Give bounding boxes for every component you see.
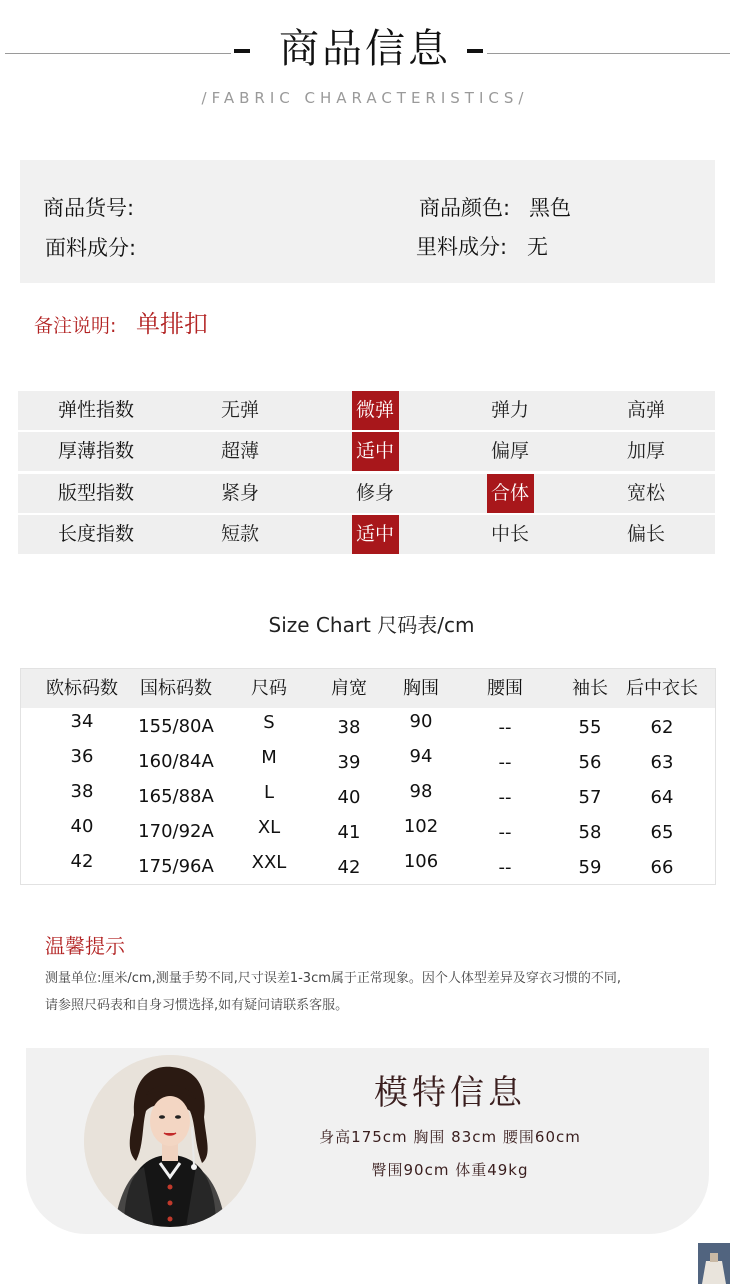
- item-no-label: 商品货号:: [43, 196, 135, 220]
- index-row: [18, 515, 715, 554]
- size-chart-cell: 40: [337, 787, 361, 808]
- size-chart-cell: 59: [578, 857, 602, 878]
- size-chart-cell: 34: [70, 711, 94, 732]
- size-chart-cell: 155/80A: [138, 716, 214, 737]
- size-chart-cell: 62: [650, 717, 674, 738]
- size-chart-cell: 40: [70, 816, 94, 837]
- size-chart-cell: XXL: [251, 852, 287, 873]
- index-option: 超薄: [220, 440, 259, 462]
- index-option: 偏长: [626, 523, 665, 545]
- size-chart-cell: 90: [409, 711, 433, 732]
- index-row-label: 弹性指数: [57, 399, 134, 421]
- size-chart-cell: 36: [70, 746, 94, 767]
- size-chart-cell: 41: [337, 822, 361, 843]
- size-chart-cell: 170/92A: [138, 821, 214, 842]
- index-option: 修身: [355, 482, 394, 504]
- note-value: 单排扣: [136, 310, 208, 338]
- size-chart-cell: 58: [578, 822, 602, 843]
- size-chart-cell: 94: [409, 746, 433, 767]
- size-chart-header-cell: 肩宽: [331, 678, 367, 699]
- index-row-label: 版型指数: [57, 482, 134, 504]
- size-chart-header-cell: 国标码数: [140, 678, 212, 699]
- index-row: [18, 432, 715, 471]
- note-label: 备注说明:: [34, 315, 117, 337]
- size-chart-header-row: [21, 669, 715, 708]
- size-chart-cell: L: [263, 782, 275, 803]
- size-chart-cell: 175/96A: [138, 856, 214, 877]
- lining-value: 无: [527, 235, 548, 259]
- model-measurements-1: 身高175cm 胸围 83cm 腰围60cm: [319, 1128, 581, 1146]
- size-chart-cell: 56: [578, 752, 602, 773]
- size-chart-cell: --: [498, 822, 512, 843]
- size-chart-cell: --: [498, 787, 512, 808]
- model-measurements-2: 臀围90cm 体重49kg: [371, 1161, 529, 1179]
- tips-line-1: 测量单位:厘米/cm,测量手势不同,尺寸误差1-3cm属于正常现象。因个人体型差异及穿衣习惯的不同,: [45, 971, 622, 986]
- product-info-panel: [20, 160, 715, 283]
- color-label: 商品颜色:: [419, 196, 511, 220]
- size-chart-cell: 38: [70, 781, 94, 802]
- size-chart-cell: XL: [257, 817, 281, 838]
- size-chart-cell: 165/88A: [138, 786, 214, 807]
- size-chart-cell: --: [498, 717, 512, 738]
- model-portrait-icon: [84, 1055, 256, 1227]
- index-row-label: 长度指数: [57, 523, 134, 545]
- size-chart-header-cell: 尺码: [251, 678, 287, 699]
- tips-title: 温馨提示: [45, 934, 125, 958]
- lining-label: 里料成分:: [416, 235, 508, 259]
- index-option: 加厚: [626, 440, 665, 462]
- size-chart-header-cell: 胸围: [403, 678, 439, 699]
- tips-line-2: 请参照尺码表和自身习惯选择,如有疑问请联系客服。: [45, 998, 349, 1013]
- size-chart-cell: 98: [409, 781, 433, 802]
- size-chart-cell: 65: [650, 822, 674, 843]
- size-chart-cell: 66: [650, 857, 674, 878]
- index-option: 偏厚: [490, 440, 529, 462]
- size-chart-title: Size Chart 尺码表/cm: [268, 613, 475, 637]
- index-option: 无弹: [220, 399, 259, 421]
- size-chart-cell: 102: [403, 816, 439, 837]
- page-subtitle: /FABRIC CHARACTERISTICS/: [201, 89, 529, 107]
- size-chart-cell: 39: [337, 752, 361, 773]
- size-chart-cell: M: [261, 747, 277, 768]
- size-chart-cell: 57: [578, 787, 602, 808]
- index-option: 紧身: [220, 482, 259, 504]
- index-option-selected: 合体: [487, 474, 534, 513]
- model-title: 模特信息: [374, 1073, 526, 1113]
- size-chart-cell: 106: [403, 851, 439, 872]
- size-chart-cell: 42: [337, 857, 361, 878]
- size-chart-cell: 63: [650, 752, 674, 773]
- fabric-label: 面料成分:: [45, 236, 137, 260]
- size-chart-table: [20, 668, 716, 885]
- product-thumbnail[interactable]: [698, 1243, 730, 1284]
- size-chart-cell: S: [263, 712, 275, 733]
- index-option-selected: 适中: [352, 432, 399, 471]
- index-row: [18, 474, 715, 513]
- page-title: 商品信息: [279, 26, 451, 72]
- index-option: 宽松: [626, 482, 665, 504]
- size-chart-header-cell: 腰围: [487, 678, 523, 699]
- size-chart-cell: 42: [70, 851, 94, 872]
- index-row: [18, 391, 715, 430]
- index-option: 中长: [490, 523, 529, 545]
- size-chart-header-cell: 袖长: [572, 678, 608, 699]
- index-option: 短款: [220, 523, 259, 545]
- model-photo: [84, 1055, 256, 1227]
- index-row-label: 厚薄指数: [57, 440, 134, 462]
- size-chart-cell: 64: [650, 787, 674, 808]
- index-option-selected: 微弹: [352, 391, 399, 430]
- size-chart-cell: 38: [337, 717, 361, 738]
- size-chart-header-cell: 欧标码数: [46, 678, 118, 699]
- index-option: 弹力: [490, 399, 529, 421]
- size-chart-header-cell: 后中衣长: [626, 678, 698, 699]
- index-option-selected: 适中: [352, 515, 399, 554]
- size-chart-cell: --: [498, 752, 512, 773]
- size-chart-cell: 160/84A: [138, 751, 214, 772]
- color-value: 黑色: [529, 196, 571, 220]
- size-chart-cell: 55: [578, 717, 602, 738]
- size-chart-cell: --: [498, 857, 512, 878]
- index-option: 高弹: [626, 399, 665, 421]
- thumbnail-image-icon: [698, 1243, 730, 1284]
